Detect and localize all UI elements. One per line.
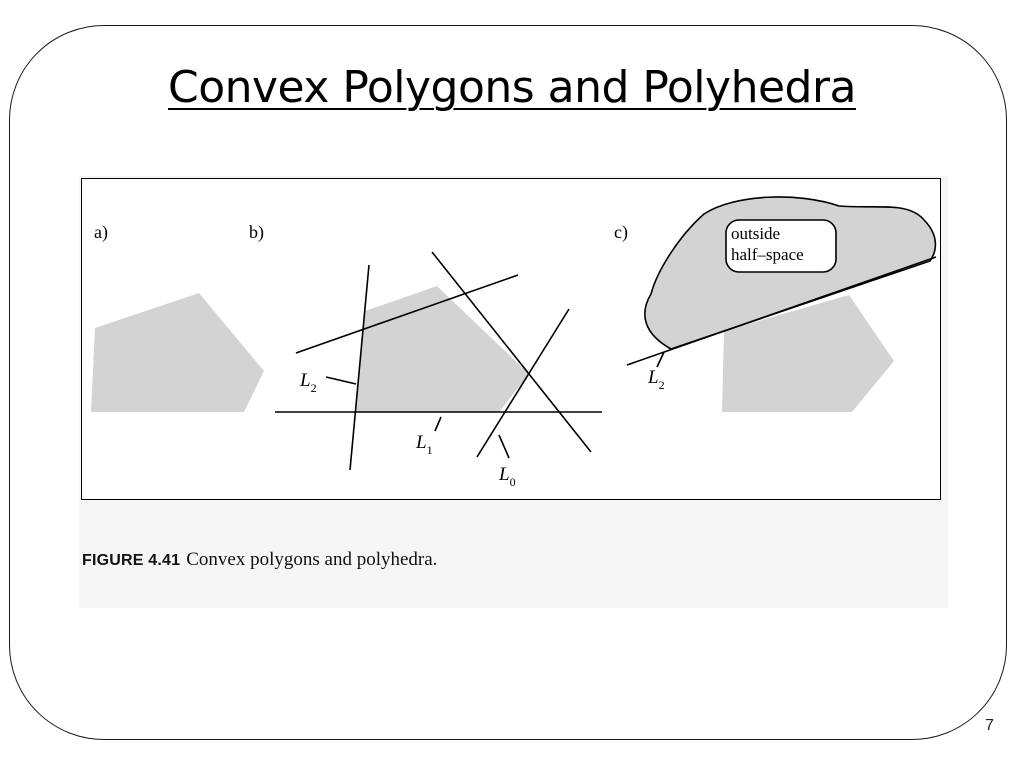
callout-line-1: outside [731, 224, 781, 243]
caption-text: Convex polygons and polyhedra. [186, 549, 438, 570]
panel-c-label: c) [614, 222, 628, 242]
label-L1-b: $L_1$ [416, 432, 433, 457]
page-number: 7 [985, 717, 994, 734]
label-L2-b: $L_2$ [300, 370, 317, 395]
label-L2-c: $L_2$ [648, 367, 665, 392]
convex-region-b [356, 286, 529, 412]
panel-b-label: b) [249, 222, 264, 242]
figure-caption [82, 547, 502, 573]
figure-panel [79, 176, 948, 608]
slide-title: Convex Polygons and Polyhedra [167, 62, 857, 113]
figure-number: FIGURE 4.41 [82, 552, 181, 569]
convex-polygon-a [91, 293, 264, 412]
panel-a-label: a) [94, 222, 108, 242]
label-L0-b: $L_0$ [499, 464, 516, 489]
callout-line-2: half–space [731, 245, 804, 264]
figure-illustration [79, 176, 948, 506]
